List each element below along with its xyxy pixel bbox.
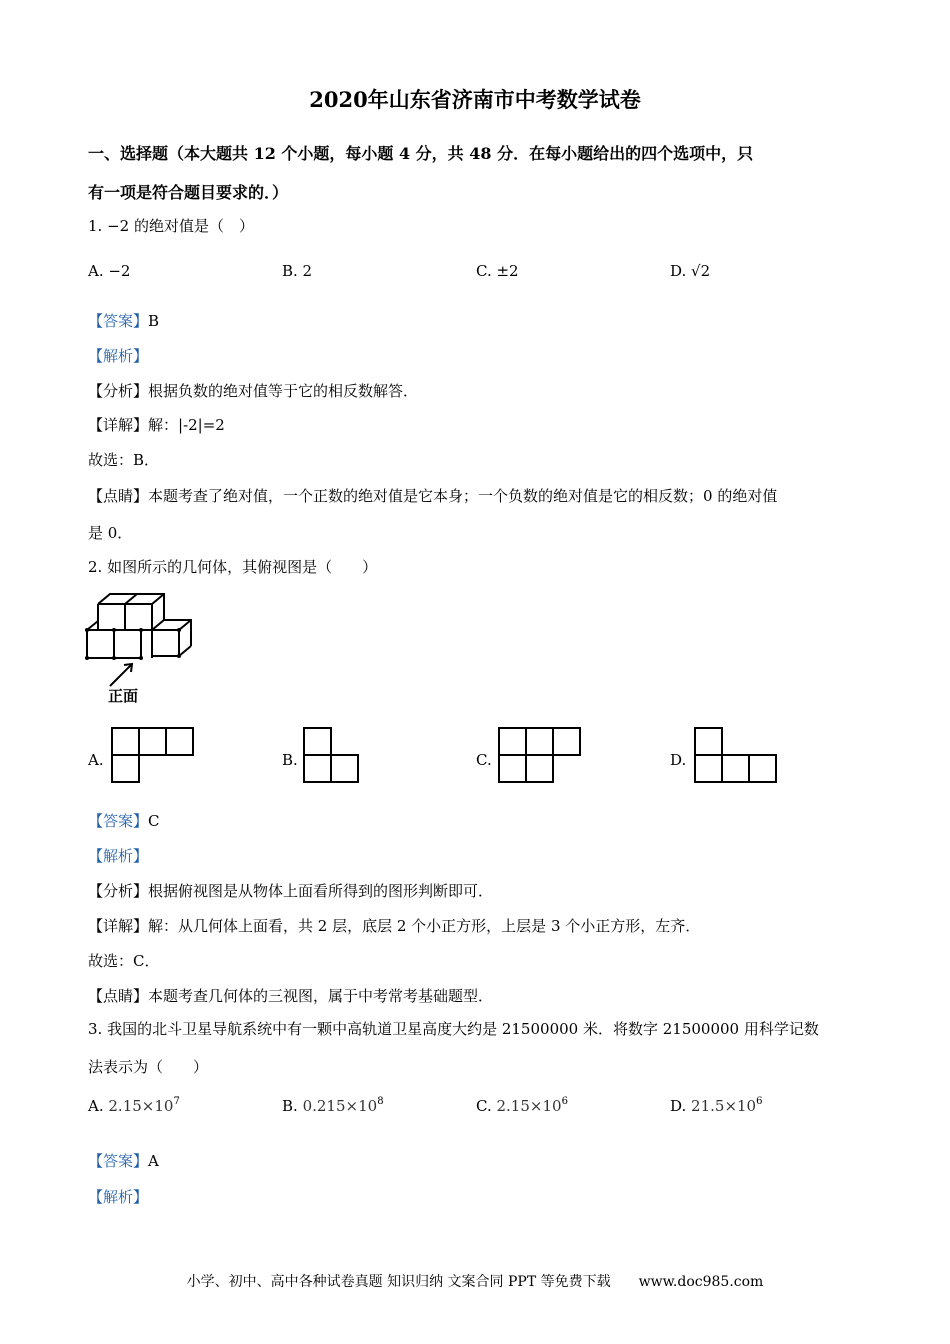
q1-dianjing-cont: 是 0． [88, 524, 133, 542]
q2-option-b-letter: B. [282, 751, 298, 769]
q1-fenxi [88, 380, 418, 401]
q3-option-c-letter: C. [476, 1097, 492, 1115]
q3-option-d-exp: 6 [756, 1096, 763, 1107]
xiangjie-tag: 【详解】 [88, 917, 149, 935]
q3-option-d-base: 21.5×10 [691, 1097, 757, 1115]
q2-option-a-grid [110, 726, 195, 784]
q1-option-d: D. √2 [670, 262, 711, 280]
page-title: 2020年山东省济南市中考数学试卷 [309, 87, 641, 112]
q2-xiangjie [88, 915, 700, 936]
q1-jiexi-tag: 【解析】 [88, 347, 149, 365]
q3-option-c [476, 1097, 568, 1115]
q2-jiexi-tag: 【解析】 [88, 847, 149, 865]
q3-option-b-letter: B. [282, 1097, 298, 1115]
q3-option-a [88, 1097, 180, 1115]
q2-stem: 2. 如图所示的几何体，其俯视图是（ ） [88, 558, 378, 576]
q2-option-d-grid [693, 726, 778, 784]
q1-answer [88, 310, 159, 331]
q3-option-a-exp: 7 [173, 1096, 180, 1107]
q2-option-c-letter: C. [476, 751, 492, 769]
q2-option-a-letter: A. [88, 751, 104, 769]
q1-xiangjie [88, 414, 225, 435]
q2-solid-figure [84, 590, 199, 705]
xiangjie-tag: 【详解】 [88, 416, 149, 434]
front-view-label: 正面 [108, 687, 139, 705]
fenxi-tag: 【分析】 [88, 882, 149, 900]
answer-tag: 【答案】 [88, 1152, 149, 1170]
q3-option-b-exp: 8 [377, 1096, 384, 1107]
q3-option-a-letter: A. [88, 1097, 104, 1115]
dianjing-tag: 【点睛】 [88, 987, 149, 1005]
q3-option-b [282, 1097, 384, 1115]
q2-xiangjie-text: 解：从几何体上面看，共 2 层，底层 2 个小正方形，上层是 3 个小正方形，左齐． [148, 917, 701, 935]
q3-option-c-base: 2.15×10 [496, 1097, 562, 1115]
q3-option-c-exp: 6 [561, 1096, 568, 1107]
page-footer: 小学、初中、高中各种试卷真题 知识归纳 文案合同 PPT 等免费下载 www.doc985.com [186, 1274, 764, 1290]
dianjing-tag: 【点睛】 [88, 487, 149, 505]
q1-answer-value: B [148, 312, 160, 330]
q3-answer [88, 1150, 159, 1171]
q2-guxuan: 故选：C． [88, 952, 160, 970]
q2-option-b-grid [302, 726, 360, 784]
q3-option-d [670, 1097, 762, 1115]
q2-option-d-letter: D. [670, 751, 687, 769]
fenxi-tag: 【分析】 [88, 382, 149, 400]
q2-option-c-grid [497, 726, 582, 784]
answer-tag: 【答案】 [88, 812, 149, 830]
q1-xiangjie-text: 解：|-2|=2 [148, 416, 225, 434]
q1-guxuan: 故选：B． [88, 451, 160, 469]
q2-answer-value: C [148, 812, 160, 830]
q1-option-c: C. ±2 [476, 262, 519, 280]
q3-option-b-base: 0.215×10 [302, 1097, 378, 1115]
q3-stem-line2: 法表示为（ ） [88, 1058, 209, 1076]
answer-tag: 【答案】 [88, 312, 149, 330]
section-heading-line2: 有一项是符合题目要求的．） [88, 183, 289, 202]
q3-option-d-letter: D. [670, 1097, 687, 1115]
q1-dianjing-text: 本题考查了绝对值，一个正数的绝对值是它本身；一个负数的绝对值是它的相反数；0 的绝对值 [148, 487, 778, 505]
q3-option-a-base: 2.15×10 [108, 1097, 174, 1115]
section-heading-line1: 一、选择题（本大题共 12 个小题，每小题 4 分，共 48 分．在每小题给出的四个选项中，只 [88, 144, 754, 163]
q3-answer-value: A [148, 1152, 159, 1170]
q2-answer [88, 810, 160, 831]
q2-dianjing-text: 本题考查几何体的三视图，属于中考常考基础题型． [148, 987, 494, 1005]
q2-dianjing [88, 985, 493, 1006]
q1-fenxi-text: 根据负数的绝对值等于它的相反数解答． [148, 382, 419, 400]
q2-fenxi [88, 880, 493, 901]
q2-fenxi-text: 根据俯视图是从物体上面看所得到的图形判断即可． [148, 882, 494, 900]
q3-stem-line1: 3. 我国的北斗卫星导航系统中有一颗中高轨道卫星高度大约是 21500000 米．将数字 21500000 用科学记数 [88, 1020, 819, 1038]
q1-stem: 1. −2 的绝对值是（ ） [88, 217, 254, 235]
q1-option-b: B. 2 [282, 262, 313, 280]
q1-option-a: A. −2 [88, 262, 131, 280]
q3-jiexi-tag: 【解析】 [88, 1188, 149, 1206]
q1-dianjing [88, 485, 777, 506]
